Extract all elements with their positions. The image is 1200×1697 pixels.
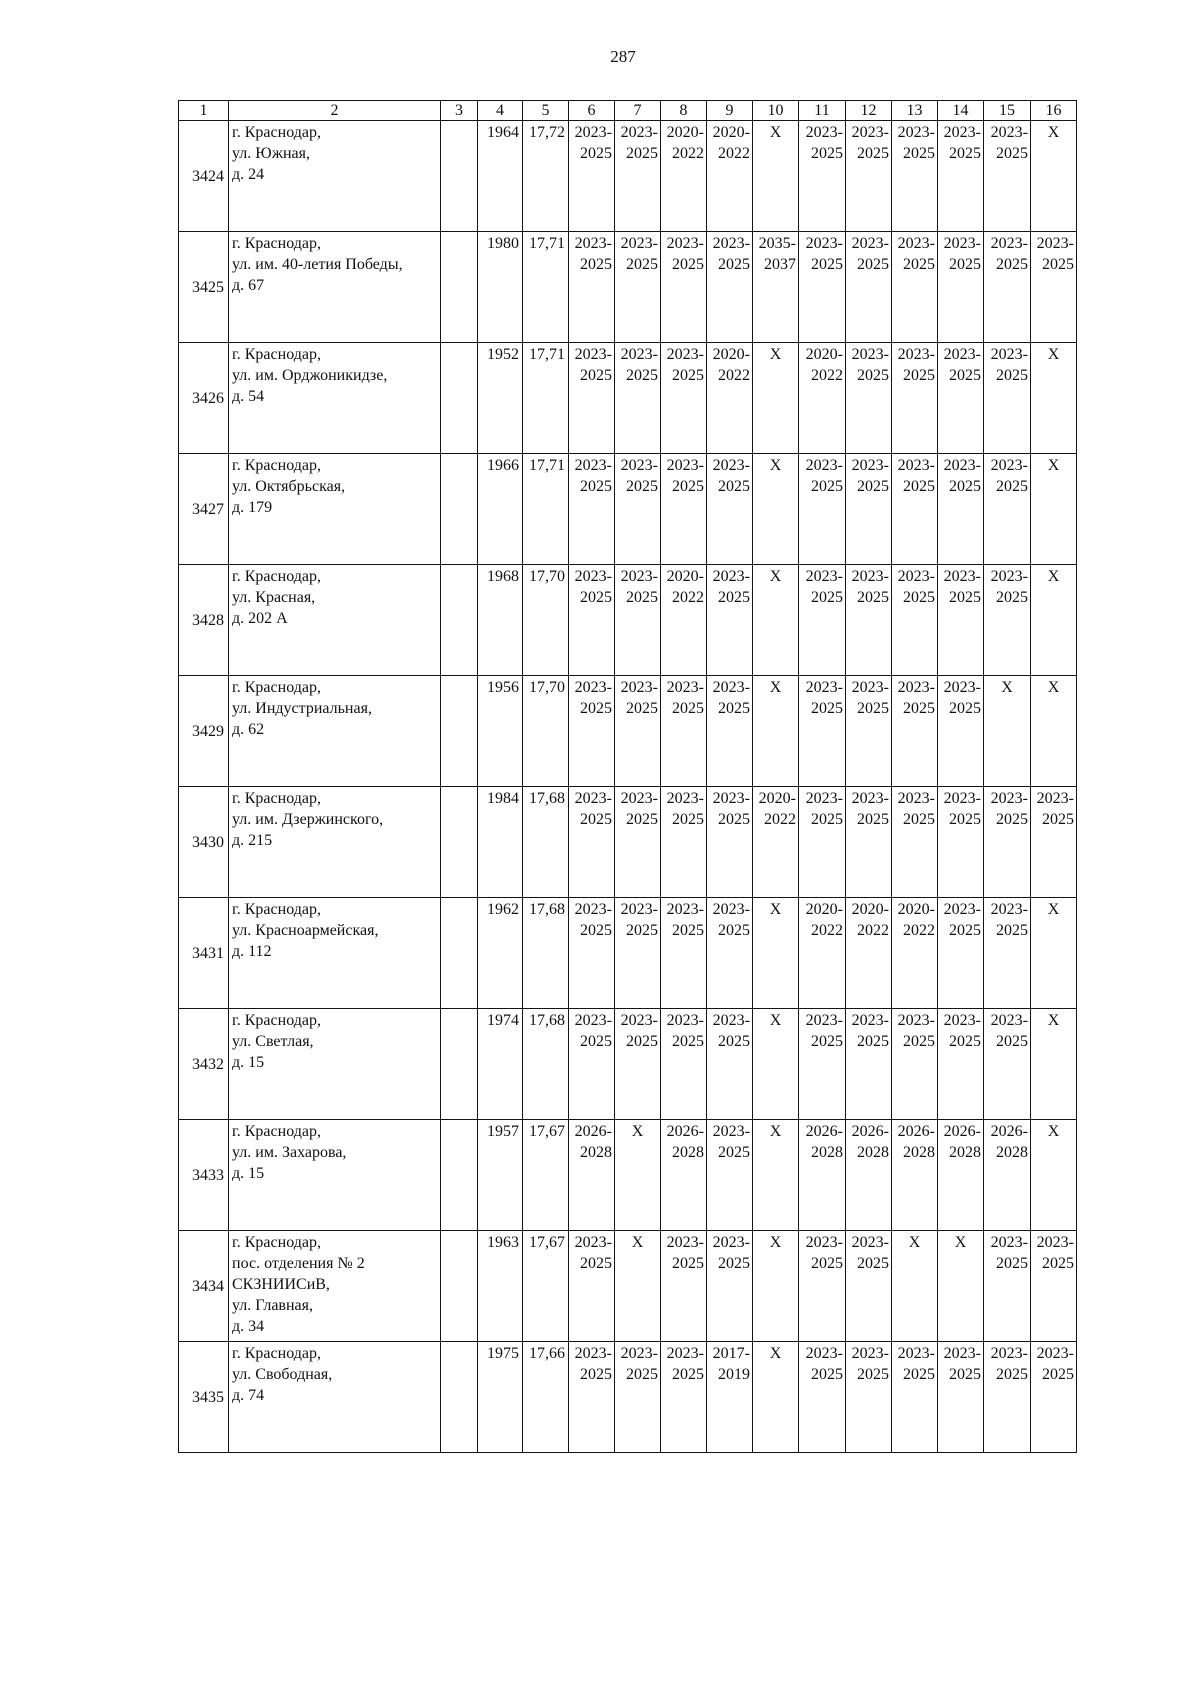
- table-cell-col-5: 17,72: [523, 121, 569, 232]
- table-cell-col-5: 17,68: [523, 898, 569, 1009]
- table-cell-col-10: X: [753, 454, 799, 565]
- column-header: 13: [892, 101, 938, 121]
- row-number-cell: 3433: [179, 1120, 229, 1231]
- address-line: ул. им. 40-летия Победы,: [232, 256, 403, 273]
- address-cell: [229, 343, 441, 454]
- column-header: 4: [478, 101, 523, 121]
- table-cell-col-5: 17,70: [523, 565, 569, 676]
- table-cell-col-5: 17,67: [523, 1120, 569, 1231]
- address-cell: [229, 1009, 441, 1120]
- table-cell-col-10: X: [753, 1120, 799, 1231]
- table-row: [179, 454, 1077, 565]
- column-header: 8: [661, 101, 707, 121]
- address-line: д. 67: [232, 277, 265, 294]
- table-cell-col-10: 2035- 2037: [753, 232, 799, 343]
- address-cell: [229, 121, 441, 232]
- table-cell-col-13: 2023- 2025: [892, 565, 938, 676]
- address-cell: [229, 676, 441, 787]
- table-cell-col-9: 2023- 2025: [707, 1231, 753, 1342]
- table-row: [179, 787, 1077, 898]
- table-cell-col-4: 1966: [478, 454, 523, 565]
- table-cell-col-8: 2023- 2025: [661, 1231, 707, 1342]
- table-cell-col-16: X: [1031, 454, 1077, 565]
- table-cell-col-15: 2023- 2025: [984, 787, 1031, 898]
- address-line: г. Краснодар,: [232, 1012, 321, 1029]
- table-cell-col-14: 2023- 2025: [938, 121, 984, 232]
- table-cell-col-6: 2023- 2025: [569, 1009, 615, 1120]
- table-cell-col-16: X: [1031, 898, 1077, 1009]
- table-cell-col-8: 2023- 2025: [661, 1009, 707, 1120]
- table-cell-col-5: 17,68: [523, 787, 569, 898]
- address-line: г. Краснодар,: [232, 1345, 321, 1362]
- table-cell-col-7: 2023- 2025: [615, 343, 661, 454]
- table-cell-col-8: 2023- 2025: [661, 787, 707, 898]
- address-line: д. 215: [232, 832, 273, 849]
- table-cell-col-16: 2023- 2025: [1031, 787, 1077, 898]
- table-cell-col-12: 2023- 2025: [846, 787, 892, 898]
- table-cell-col-6: 2023- 2025: [569, 454, 615, 565]
- table-cell-col-11: 2026- 2028: [799, 1120, 846, 1231]
- address-cell: [229, 1231, 441, 1342]
- table-cell-col-14: X: [938, 1231, 984, 1342]
- table-cell-col-9: 2020- 2022: [707, 121, 753, 232]
- table-cell-col-16: X: [1031, 1009, 1077, 1120]
- table-cell-col-16: X: [1031, 343, 1077, 454]
- table-cell-col-12: 2026- 2028: [846, 1120, 892, 1231]
- table-cell-col-14: 2023- 2025: [938, 565, 984, 676]
- table-cell-col-6: 2023- 2025: [569, 787, 615, 898]
- table-cell-col-8: 2023- 2025: [661, 676, 707, 787]
- row-number-cell: 3430: [179, 787, 229, 898]
- address-cell: [229, 898, 441, 1009]
- page-number: 287: [610, 47, 636, 66]
- table-row: [179, 1120, 1077, 1231]
- table-cell-col-4: 1984: [478, 787, 523, 898]
- table-cell-col-13: X: [892, 1231, 938, 1342]
- table-cell-col-9: 2023- 2025: [707, 1120, 753, 1231]
- table-cell-col-9: 2017- 2019: [707, 1342, 753, 1453]
- table-cell-col-6: 2023- 2025: [569, 1231, 615, 1342]
- table-cell-col-3: [441, 898, 478, 1009]
- table-cell-col-15: 2023- 2025: [984, 898, 1031, 1009]
- table-cell-col-7: X: [615, 1120, 661, 1231]
- table-cell-col-11: 2023- 2025: [799, 676, 846, 787]
- address-line: ул. им. Захарова,: [232, 1144, 347, 1161]
- table-cell-col-3: [441, 676, 478, 787]
- table-cell-col-14: 2023- 2025: [938, 787, 984, 898]
- table-cell-col-11: 2023- 2025: [799, 565, 846, 676]
- table-cell-col-3: [441, 787, 478, 898]
- table-cell-col-16: X: [1031, 676, 1077, 787]
- table-row: [179, 121, 1077, 232]
- address-line: пос. отделения № 2: [232, 1255, 365, 1272]
- table-cell-col-4: 1962: [478, 898, 523, 1009]
- table-cell-col-8: 2023- 2025: [661, 898, 707, 1009]
- table-cell-col-10: X: [753, 121, 799, 232]
- table-cell-col-15: 2023- 2025: [984, 1231, 1031, 1342]
- address-line: г. Краснодар,: [232, 1123, 321, 1140]
- column-header: 11: [799, 101, 846, 121]
- address-line: ул. Светлая,: [232, 1033, 314, 1050]
- table-cell-col-16: X: [1031, 121, 1077, 232]
- table-cell-col-9: 2020- 2022: [707, 343, 753, 454]
- column-header: 10: [753, 101, 799, 121]
- table-cell-col-3: [441, 1120, 478, 1231]
- table-cell-col-13: 2023- 2025: [892, 343, 938, 454]
- table-cell-col-9: 2023- 2025: [707, 676, 753, 787]
- data-table: [178, 100, 1077, 1453]
- row-number-cell: 3426: [179, 343, 229, 454]
- table-cell-col-4: 1952: [478, 343, 523, 454]
- table-cell-col-7: 2023- 2025: [615, 676, 661, 787]
- table-cell-col-9: 2023- 2025: [707, 898, 753, 1009]
- table-cell-col-8: 2023- 2025: [661, 454, 707, 565]
- column-header: 2: [229, 101, 441, 121]
- address-cell: [229, 232, 441, 343]
- table-cell-col-12: 2023- 2025: [846, 676, 892, 787]
- table-cell-col-4: 1964: [478, 121, 523, 232]
- row-number-cell: 3435: [179, 1342, 229, 1453]
- table-row: [179, 565, 1077, 676]
- address-line: г. Краснодар,: [232, 1234, 321, 1251]
- table-cell-col-15: 2023- 2025: [984, 565, 1031, 676]
- table-cell-col-15: 2023- 2025: [984, 1009, 1031, 1120]
- row-number-cell: 3434: [179, 1231, 229, 1342]
- table-row: [179, 343, 1077, 454]
- table-cell-col-8: 2023- 2025: [661, 232, 707, 343]
- table-cell-col-16: X: [1031, 565, 1077, 676]
- table-cell-col-8: 2023- 2025: [661, 343, 707, 454]
- table-cell-col-6: 2023- 2025: [569, 1342, 615, 1453]
- table-row: [179, 232, 1077, 343]
- table-cell-col-11: 2023- 2025: [799, 454, 846, 565]
- table-cell-col-6: 2023- 2025: [569, 565, 615, 676]
- row-number-cell: 3428: [179, 565, 229, 676]
- table-cell-col-13: 2023- 2025: [892, 1009, 938, 1120]
- table-cell-col-3: [441, 232, 478, 343]
- address-line: д. 54: [232, 388, 265, 405]
- table-cell-col-15: 2023- 2025: [984, 232, 1031, 343]
- address-line: СКЗНИИСиВ,: [232, 1276, 330, 1293]
- table-cell-col-14: 2023- 2025: [938, 1342, 984, 1453]
- table-cell-col-12: 2023- 2025: [846, 121, 892, 232]
- table-cell-col-7: 2023- 2025: [615, 232, 661, 343]
- table-cell-col-12: 2023- 2025: [846, 565, 892, 676]
- table-cell-col-10: X: [753, 565, 799, 676]
- table-cell-col-3: [441, 343, 478, 454]
- table-cell-col-4: 1956: [478, 676, 523, 787]
- table-cell-col-6: 2023- 2025: [569, 898, 615, 1009]
- table-cell-col-9: 2023- 2025: [707, 565, 753, 676]
- table-cell-col-9: 2023- 2025: [707, 787, 753, 898]
- table-cell-col-12: 2023- 2025: [846, 1342, 892, 1453]
- address-line: д. 15: [232, 1165, 265, 1182]
- table-cell-col-14: 2023- 2025: [938, 1009, 984, 1120]
- column-header: 9: [707, 101, 753, 121]
- row-number-cell: 3425: [179, 232, 229, 343]
- table-cell-col-13: 2023- 2025: [892, 454, 938, 565]
- column-header: 14: [938, 101, 984, 121]
- column-header: 3: [441, 101, 478, 121]
- table-cell-col-6: 2026- 2028: [569, 1120, 615, 1231]
- column-header: 16: [1031, 101, 1077, 121]
- address-line: г. Краснодар,: [232, 901, 321, 918]
- address-line: г. Краснодар,: [232, 124, 321, 141]
- header-row: [179, 101, 1077, 121]
- table-cell-col-13: 2020- 2022: [892, 898, 938, 1009]
- table-cell-col-15: 2026- 2028: [984, 1120, 1031, 1231]
- address-line: ул. Южная,: [232, 145, 310, 162]
- table-cell-col-13: 2023- 2025: [892, 787, 938, 898]
- address-line: ул. Октябрьская,: [232, 478, 346, 495]
- table-cell-col-16: 2023- 2025: [1031, 232, 1077, 343]
- table-cell-col-6: 2023- 2025: [569, 121, 615, 232]
- address-line: д. 62: [232, 721, 265, 738]
- table-cell-col-7: 2023- 2025: [615, 787, 661, 898]
- table-cell-col-8: 2020- 2022: [661, 121, 707, 232]
- table-cell-col-12: 2023- 2025: [846, 1231, 892, 1342]
- address-line: д. 24: [232, 166, 265, 183]
- table-cell-col-15: 2023- 2025: [984, 343, 1031, 454]
- table-cell-col-8: 2026- 2028: [661, 1120, 707, 1231]
- table-cell-col-5: 17,71: [523, 454, 569, 565]
- table-cell-col-3: [441, 1009, 478, 1120]
- address-line: г. Краснодар,: [232, 679, 321, 696]
- table-cell-col-9: 2023- 2025: [707, 232, 753, 343]
- address-line: г. Краснодар,: [232, 235, 321, 252]
- table-cell-col-7: 2023- 2025: [615, 1342, 661, 1453]
- table-cell-col-6: 2023- 2025: [569, 676, 615, 787]
- table-cell-col-11: 2023- 2025: [799, 1009, 846, 1120]
- table-cell-col-5: 17,66: [523, 1342, 569, 1453]
- row-number-cell: 3429: [179, 676, 229, 787]
- table-cell-col-8: 2020- 2022: [661, 565, 707, 676]
- table-cell-col-6: 2023- 2025: [569, 232, 615, 343]
- row-number-cell: 3424: [179, 121, 229, 232]
- address-line: г. Краснодар,: [232, 790, 321, 807]
- address-line: ул. им. Дзержинского,: [232, 811, 384, 828]
- address-cell: [229, 565, 441, 676]
- table-cell-col-13: 2023- 2025: [892, 232, 938, 343]
- table-cell-col-16: X: [1031, 1120, 1077, 1231]
- table-row: [179, 1009, 1077, 1120]
- address-line: ул. Главная,: [232, 1297, 313, 1314]
- table-cell-col-10: X: [753, 898, 799, 1009]
- table-cell-col-4: 1963: [478, 1231, 523, 1342]
- table-cell-col-3: [441, 565, 478, 676]
- table-cell-col-13: 2023- 2025: [892, 121, 938, 232]
- column-header: 15: [984, 101, 1031, 121]
- table-cell-col-4: 1980: [478, 232, 523, 343]
- table-cell-col-8: 2023- 2025: [661, 1342, 707, 1453]
- table-cell-col-3: [441, 1231, 478, 1342]
- address-line: ул. им. Орджоникидзе,: [232, 367, 388, 384]
- table-cell-col-7: 2023- 2025: [615, 898, 661, 1009]
- table-cell-col-4: 1974: [478, 1009, 523, 1120]
- address-line: ул. Красноармейская,: [232, 922, 379, 939]
- address-line: ул. Свободная,: [232, 1366, 333, 1383]
- address-line: д. 112: [232, 943, 272, 960]
- address-cell: [229, 1120, 441, 1231]
- table-cell-col-11: 2023- 2025: [799, 121, 846, 232]
- table-cell-col-11: 2023- 2025: [799, 1342, 846, 1453]
- address-line: ул. Индустриальная,: [232, 700, 372, 717]
- table-cell-col-7: 2023- 2025: [615, 1009, 661, 1120]
- table-cell-col-7: 2023- 2025: [615, 454, 661, 565]
- column-header: 6: [569, 101, 615, 121]
- address-cell: [229, 787, 441, 898]
- table-body: [179, 121, 1077, 1453]
- row-number-cell: 3427: [179, 454, 229, 565]
- table-cell-col-14: 2023- 2025: [938, 343, 984, 454]
- table-cell-col-14: 2023- 2025: [938, 232, 984, 343]
- table-cell-col-7: X: [615, 1231, 661, 1342]
- table-cell-col-15: X: [984, 676, 1031, 787]
- table-cell-col-14: 2026- 2028: [938, 1120, 984, 1231]
- table-cell-col-5: 17,67: [523, 1231, 569, 1342]
- table-cell-col-4: 1957: [478, 1120, 523, 1231]
- table-cell-col-5: 17,71: [523, 232, 569, 343]
- address-line: г. Краснодар,: [232, 568, 321, 585]
- row-number-cell: 3432: [179, 1009, 229, 1120]
- table-cell-col-14: 2023- 2025: [938, 898, 984, 1009]
- address-line: д. 202 А: [232, 610, 288, 627]
- address-cell: [229, 454, 441, 565]
- table-cell-col-15: 2023- 2025: [984, 1342, 1031, 1453]
- table-row: [179, 898, 1077, 1009]
- table-cell-col-4: 1975: [478, 1342, 523, 1453]
- table-cell-col-3: [441, 1342, 478, 1453]
- table-cell-col-7: 2023- 2025: [615, 565, 661, 676]
- address-line: д. 74: [232, 1387, 265, 1404]
- address-line: ул. Красная,: [232, 589, 316, 606]
- table-cell-col-3: [441, 121, 478, 232]
- table-cell-col-15: 2023- 2025: [984, 454, 1031, 565]
- table-cell-col-10: 2020- 2022: [753, 787, 799, 898]
- table-row: [179, 1231, 1077, 1342]
- address-line: д. 179: [232, 499, 273, 516]
- address-line: д. 15: [232, 1054, 265, 1071]
- column-header: 1: [179, 101, 229, 121]
- table-cell-col-13: 2023- 2025: [892, 676, 938, 787]
- table-cell-col-11: 2023- 2025: [799, 1231, 846, 1342]
- table-cell-col-15: 2023- 2025: [984, 121, 1031, 232]
- table-cell-col-10: X: [753, 343, 799, 454]
- table-cell-col-3: [441, 454, 478, 565]
- table-cell-col-10: X: [753, 1231, 799, 1342]
- table-cell-col-5: 17,71: [523, 343, 569, 454]
- table-cell-col-5: 17,68: [523, 1009, 569, 1120]
- table-cell-col-9: 2023- 2025: [707, 1009, 753, 1120]
- address-line: г. Краснодар,: [232, 346, 321, 363]
- table-cell-col-10: X: [753, 676, 799, 787]
- table-cell-col-14: 2023- 2025: [938, 676, 984, 787]
- table-cell-col-5: 17,70: [523, 676, 569, 787]
- table-cell-col-10: X: [753, 1342, 799, 1453]
- table-cell-col-11: 2020- 2022: [799, 898, 846, 1009]
- table-cell-col-13: 2026- 2028: [892, 1120, 938, 1231]
- table-cell-col-7: 2023- 2025: [615, 121, 661, 232]
- table-cell-col-4: 1968: [478, 565, 523, 676]
- table-cell-col-16: 2023- 2025: [1031, 1231, 1077, 1342]
- table-cell-col-13: 2023- 2025: [892, 1342, 938, 1453]
- table-cell-col-6: 2023- 2025: [569, 343, 615, 454]
- table-row: [179, 676, 1077, 787]
- address-cell: [229, 1342, 441, 1453]
- table-cell-col-11: 2023- 2025: [799, 232, 846, 343]
- row-number-cell: 3431: [179, 898, 229, 1009]
- table-cell-col-12: 2023- 2025: [846, 343, 892, 454]
- table-cell-col-12: 2023- 2025: [846, 1009, 892, 1120]
- table-cell-col-14: 2023- 2025: [938, 454, 984, 565]
- table-cell-col-12: 2023- 2025: [846, 232, 892, 343]
- table-cell-col-12: 2020- 2022: [846, 898, 892, 1009]
- address-line: г. Краснодар,: [232, 457, 321, 474]
- table-cell-col-12: 2023- 2025: [846, 454, 892, 565]
- column-header: 5: [523, 101, 569, 121]
- table-cell-col-16: 2023- 2025: [1031, 1342, 1077, 1453]
- table-cell-col-9: 2023- 2025: [707, 454, 753, 565]
- table-cell-col-11: 2023- 2025: [799, 787, 846, 898]
- column-header: 12: [846, 101, 892, 121]
- column-header: 7: [615, 101, 661, 121]
- table-row: [179, 1342, 1077, 1453]
- table-cell-col-10: X: [753, 1009, 799, 1120]
- table-cell-col-11: 2020- 2022: [799, 343, 846, 454]
- address-line: д. 34: [232, 1318, 265, 1335]
